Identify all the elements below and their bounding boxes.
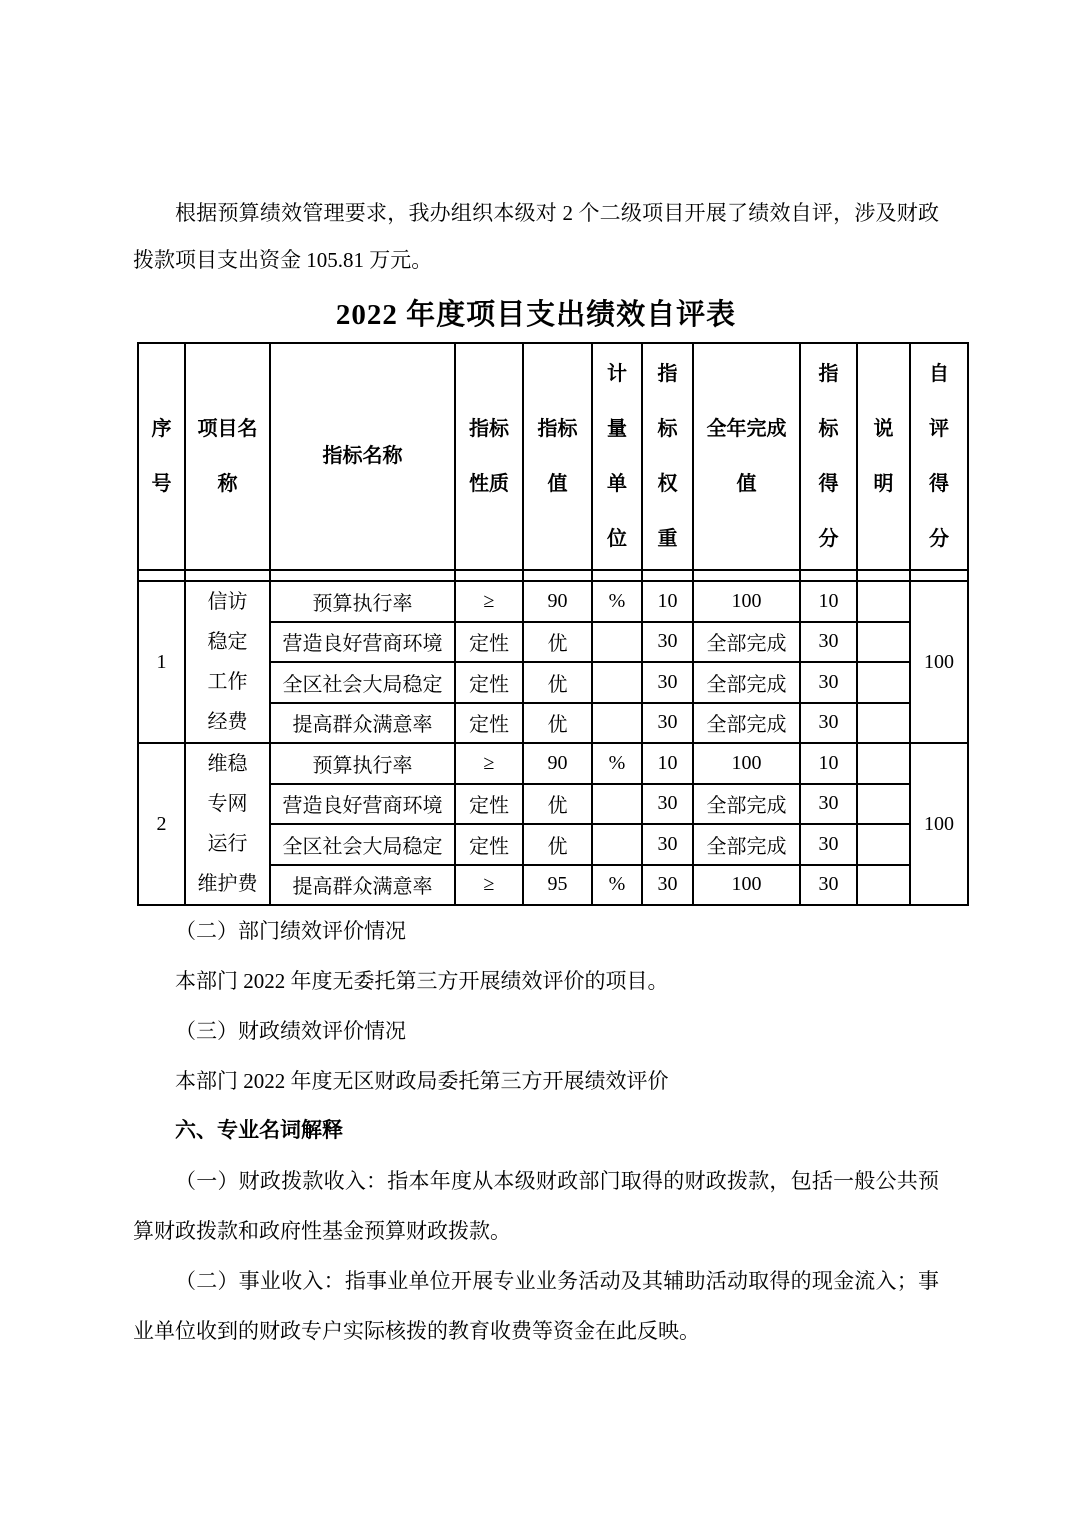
cell-value: 90 bbox=[523, 581, 592, 622]
cell-value: 优 bbox=[523, 824, 592, 865]
cell-weight: 30 bbox=[642, 865, 693, 906]
header-line: 标 bbox=[818, 417, 839, 440]
header-line: 得 bbox=[929, 472, 949, 495]
cell-nature: 定性 bbox=[455, 622, 523, 663]
header-line: 单 bbox=[607, 472, 627, 495]
terms-heading: 六、专业名词解释 bbox=[175, 1119, 343, 1142]
cell-value: 90 bbox=[523, 743, 592, 784]
header-cell-indicator-name bbox=[270, 343, 455, 570]
cell-note bbox=[857, 581, 910, 622]
cell-indicator: 全区社会大局稳定 bbox=[270, 662, 455, 703]
header-cell-unit bbox=[592, 343, 642, 570]
cell-indicator: 提高群众满意率 bbox=[270, 865, 455, 906]
project-name-line: 专网 bbox=[207, 793, 248, 815]
cell-note bbox=[857, 662, 910, 703]
header-line: 指标名称 bbox=[322, 445, 403, 467]
cell-unit bbox=[592, 662, 642, 703]
header-line: 指 bbox=[818, 362, 839, 385]
table-spacer-row bbox=[138, 570, 968, 581]
header-line: 量 bbox=[607, 417, 627, 440]
cell-unit bbox=[592, 703, 642, 744]
cell-project-name bbox=[185, 743, 270, 905]
cell-weight: 10 bbox=[642, 581, 693, 622]
project-name-line: 经费 bbox=[207, 711, 248, 733]
header-line: 项目名 bbox=[197, 417, 258, 440]
header-line: 评 bbox=[929, 417, 949, 440]
header-line: 自 bbox=[929, 362, 949, 385]
table-row bbox=[138, 581, 968, 622]
cell-score: 30 bbox=[800, 703, 857, 744]
cell-completion: 全部完成 bbox=[693, 824, 800, 865]
header-cell-note bbox=[857, 343, 910, 570]
header-line: 重 bbox=[657, 527, 678, 550]
header-line: 值 bbox=[547, 472, 568, 495]
cell-unit bbox=[592, 784, 642, 825]
cell-value: 优 bbox=[523, 622, 592, 663]
cell-value: 优 bbox=[523, 784, 592, 825]
cell-project-name bbox=[185, 581, 270, 743]
cell-value: 优 bbox=[523, 703, 592, 744]
project-name-line: 信访 bbox=[207, 591, 248, 613]
document-content bbox=[133, 190, 954, 1356]
header-line: 权 bbox=[657, 472, 678, 495]
cell-score: 10 bbox=[800, 743, 857, 784]
cell-indicator: 提高群众满意率 bbox=[270, 703, 455, 744]
header-line: 得 bbox=[818, 472, 839, 495]
fiscal-eval-heading: （三）财政绩效评价情况 bbox=[175, 1019, 406, 1043]
cell-unit bbox=[592, 824, 642, 865]
intro-paragraph: 根据预算绩效管理要求，我办组织本级对 2 个二级项目开展了绩效自评，涉及财政拨款项目支出资金 105.81 万元。 bbox=[133, 201, 939, 272]
project-name-line: 维稳 bbox=[207, 753, 248, 775]
cell-indicator: 预算执行率 bbox=[270, 743, 455, 784]
header-line: 计 bbox=[607, 362, 627, 385]
cell-weight: 10 bbox=[642, 743, 693, 784]
cell-score: 30 bbox=[800, 824, 857, 865]
cell-weight: 30 bbox=[642, 662, 693, 703]
cell-completion: 全部完成 bbox=[693, 662, 800, 703]
cell-unit: % bbox=[592, 581, 642, 622]
cell-nature: 定性 bbox=[455, 703, 523, 744]
header-line: 序 bbox=[151, 417, 172, 440]
header-line: 全年完成 bbox=[706, 417, 787, 440]
header-line: 值 bbox=[736, 472, 757, 495]
header-line: 位 bbox=[607, 527, 627, 550]
dept-eval-heading: （二）部门绩效评价情况 bbox=[175, 919, 406, 943]
cell-nature: 定性 bbox=[455, 784, 523, 825]
cell-note bbox=[857, 703, 910, 744]
project-name-line: 稳定 bbox=[207, 631, 248, 653]
cell-self-score: 100 bbox=[910, 743, 968, 905]
cell-score: 30 bbox=[800, 622, 857, 663]
cell-nature: ≥ bbox=[455, 865, 523, 906]
cell-unit bbox=[592, 622, 642, 663]
project-name-line: 工作 bbox=[207, 671, 248, 693]
cell-note bbox=[857, 784, 910, 825]
cell-value: 95 bbox=[523, 865, 592, 906]
term-definition-2: （二）事业收入：指事业单位开展专业业务活动及其辅助活动取得的现金流入；事业单位收到的财政专户实际核拨的教育收费等资金在此反映。 bbox=[133, 1269, 939, 1343]
cell-indicator: 全区社会大局稳定 bbox=[270, 824, 455, 865]
fiscal-eval-body: 本部门 2022 年度无区财政局委托第三方开展绩效评价 bbox=[175, 1069, 669, 1093]
header-line: 分 bbox=[929, 527, 949, 550]
header-cell-self-score bbox=[910, 343, 968, 570]
cell-completion: 100 bbox=[693, 865, 800, 906]
header-cell-weight bbox=[642, 343, 693, 570]
cell-note bbox=[857, 622, 910, 663]
header-line: 号 bbox=[151, 472, 172, 495]
cell-weight: 30 bbox=[642, 784, 693, 825]
header-line: 性质 bbox=[469, 472, 509, 495]
header-line: 指标 bbox=[537, 417, 578, 440]
cell-seq: 2 bbox=[138, 743, 185, 905]
dept-eval-body: 本部门 2022 年度无委托第三方开展绩效评价的项目。 bbox=[175, 969, 669, 993]
cell-unit: % bbox=[592, 865, 642, 906]
cell-note bbox=[857, 865, 910, 906]
cell-note bbox=[857, 743, 910, 784]
cell-completion: 全部完成 bbox=[693, 622, 800, 663]
cell-completion: 100 bbox=[693, 581, 800, 622]
cell-completion: 100 bbox=[693, 743, 800, 784]
header-line: 指标 bbox=[469, 417, 509, 440]
cell-unit: % bbox=[592, 743, 642, 784]
cell-note bbox=[857, 824, 910, 865]
header-line: 说 bbox=[873, 417, 894, 440]
cell-weight: 30 bbox=[642, 824, 693, 865]
project-name-line: 维护费 bbox=[197, 873, 258, 895]
cell-weight: 30 bbox=[642, 622, 693, 663]
project-name-line: 运行 bbox=[207, 833, 248, 855]
header-line: 指 bbox=[657, 362, 678, 385]
header-cell-project-name bbox=[185, 343, 270, 570]
cell-score: 30 bbox=[800, 865, 857, 906]
header-cell-score bbox=[800, 343, 857, 570]
cell-nature: ≥ bbox=[455, 743, 523, 784]
cell-indicator: 营造良好营商环境 bbox=[270, 784, 455, 825]
cell-score: 10 bbox=[800, 581, 857, 622]
header-cell-indicator-nature bbox=[455, 343, 523, 570]
header-cell-completion bbox=[693, 343, 800, 570]
term-definition-1: （一）财政拨款收入：指本年度从本级财政部门取得的财政拨款，包括一般公共预算财政拨款和政府性基金预算财政拨款。 bbox=[133, 1169, 939, 1243]
cell-nature: 定性 bbox=[455, 662, 523, 703]
header-cell-indicator-value bbox=[523, 343, 592, 570]
cell-score: 30 bbox=[800, 662, 857, 703]
cell-nature: 定性 bbox=[455, 824, 523, 865]
cell-score: 30 bbox=[800, 784, 857, 825]
header-line: 明 bbox=[873, 472, 894, 495]
table-title: 2022 年度项目支出绩效自评表 bbox=[335, 299, 737, 331]
self-eval-table bbox=[137, 342, 969, 906]
header-cell-seq bbox=[138, 343, 185, 570]
cell-indicator: 预算执行率 bbox=[270, 581, 455, 622]
cell-value: 优 bbox=[523, 662, 592, 703]
cell-completion: 全部完成 bbox=[693, 784, 800, 825]
cell-nature: ≥ bbox=[455, 581, 523, 622]
table-row bbox=[138, 743, 968, 784]
cell-weight: 30 bbox=[642, 703, 693, 744]
cell-completion: 全部完成 bbox=[693, 703, 800, 744]
header-line: 称 bbox=[217, 472, 238, 495]
table-header-row bbox=[138, 343, 968, 570]
cell-seq: 1 bbox=[138, 581, 185, 743]
cell-indicator: 营造良好营商环境 bbox=[270, 622, 455, 663]
header-line: 标 bbox=[657, 417, 678, 440]
header-line: 分 bbox=[818, 527, 839, 550]
cell-self-score: 100 bbox=[910, 581, 968, 743]
post-table-sections bbox=[133, 906, 939, 1356]
